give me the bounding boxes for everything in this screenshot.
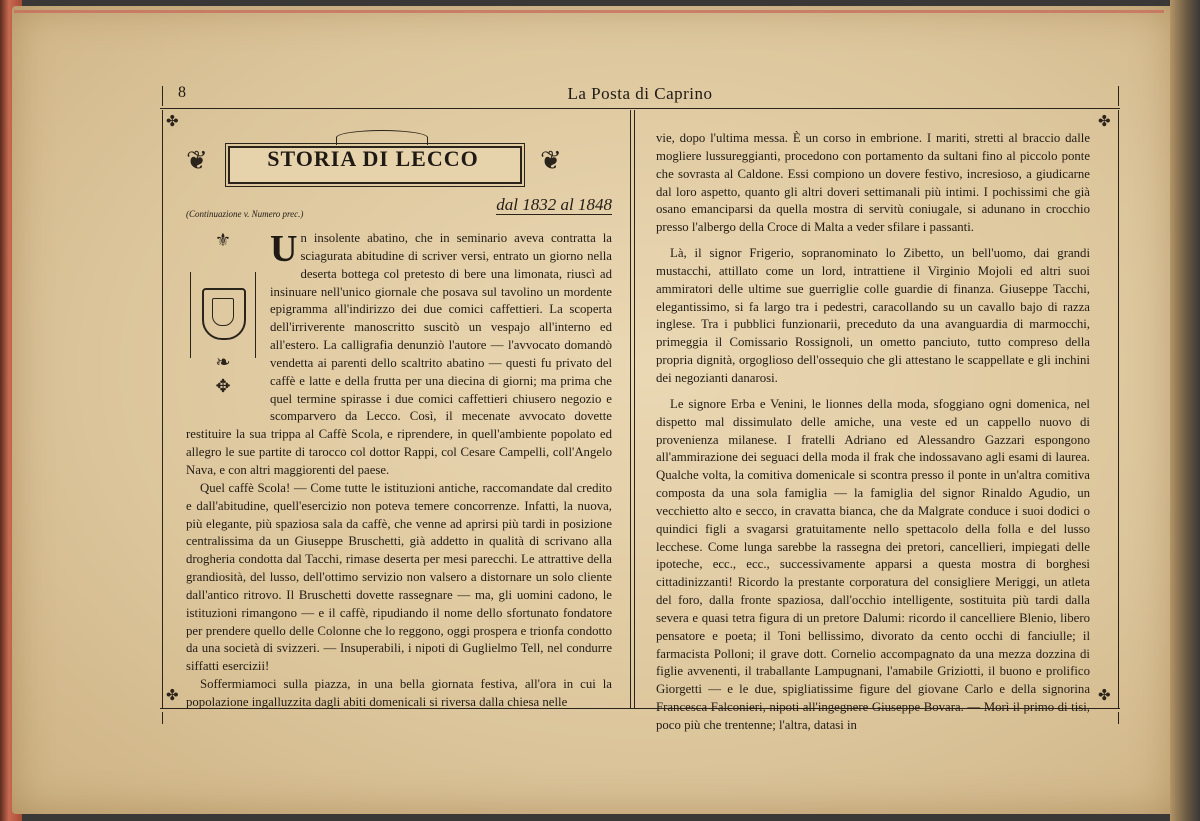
article-banner: [186, 130, 612, 196]
paragraph: Le signore Erba e Venini, le lionnes della moda, sfoggiano ogni domenica, nel dispetto mal dissimulato delle amiche, una veste ed un cappello nuovo di provenienza milanese. I fratelli Adriano ed Alessandro Gazzari espongono all'ammirazione dei seguaci della moda il frak che indossavano agli esami di laurea. Qualche volta, la comitiva domenicale si scontra presso il ponte in un'altra comitiva composta da una sola famiglia — la famiglia del signor Rinaldo Agudio, un vecchietto alto e secco, in cravatta bianca, che da Malgrate conduce i suoi dodici o quindici figli a svagarsi gratuitamente nello spettacolo della folla e del lusso lecchese. Come lunga sarebbe la rassegna dei pretori, cancellieri, impiegati delle ipoteche, ecc., ecc., successivamente apparsi a questa mostra di borghesi cittadinizzanti! Ricordo la prestante corporatura del consigliere Meriggi, un atleta del foro, dalla fronte spaziosa, dall'occhio intelligente, sostituita più tardi dalla severa e quasi tetra figura di un pretore Dalumi: ricordo il cancelliere Blenio, libero pensatore e poeta; il Toni bellissimo, divorato da cento occhi di fanciulle; il farmacista Polloni; il grave dott. Cornelio accompagnato da una mezza dozzina di figlie avvenenti, il traballante Lampugnani, l'amabile Griziotti, il buono e prolifico Giorgetti — e le due, spigliatissime figure del giovane Carlo e della signorina Francesca Falconieri, nipoti all'ingegnere Giuseppe Bovara. — Morì il primo di tisi, poco più che trentenne; l'altra, datasi in: [656, 396, 1090, 732]
paragraph: vie, dopo l'ultima messa. È un corso in embrione. I mariti, stretti al braccio dalle mogliere lussureggianti, procedono con portamento da sultani fino al piccolo ponte che sovrasta al Caldone. Essi compiono un dovere festivo, incresioso, a giudicarne dal loro aspetto, quanto gli altri doveri settimanali più intimi. I pochissimi che già osano emanciparsi da quella mostra di servitù coniugale, si adunano in crocchio presso l'albergo della Croce di Malta a veder sfilare i passanti.: [656, 131, 1090, 235]
page-number: 8: [178, 84, 186, 101]
page-top-edge: [14, 10, 1164, 13]
drop-cap: U: [270, 228, 298, 270]
header-rule-tick: [1118, 86, 1119, 106]
corner-ornament-icon: ✤: [166, 114, 179, 130]
paragraph: Quel caffè Scola! — Come tutte le istituzioni antiche, raccomandate dal credito e dall'abitudine, quell'esercizio non poteva temere concorrenze. Infatti, la nuova, più elegante, più spaziosa sala da caffè, che venne ad aprirsi più tardi in posizione centralissima da un Giuseppe Bruschetti, già addetto in qualità di scrivano alla drogheria condotta dal Tacchi, rimase deserta per mesi parecchi. Le attrattive della grandiosità, del lusso, dell'ottimo servizio non valsero a distornare un solo cliente dall'antico ritrovo. Il Bruschetti dovette rassegnare — ma, gli uomini cadono, le istituzioni rimangono — e il caffè, ripudiando il nome dello sfortunato fondatore per prendere quello delle Colonne che lo reggono, oggi prospera e trionfa condotto da una società di svizzeri. — Insuperabili, i nipoti di Guglielmo Tell, nel condurre siffatti esercizii!: [186, 480, 612, 674]
frame-rule: [162, 110, 163, 708]
publication-title: La Posta di Caprino: [567, 84, 713, 103]
corner-ornament-icon: ✤: [1098, 114, 1111, 130]
right-column: [656, 130, 1090, 735]
article-title: STORIA DI LECCO: [267, 146, 479, 171]
article-subline: [186, 196, 612, 230]
paragraph: n insolente abatino, che in seminario aveva contratta la sciagurata abitudine di scriver versi, entrato un giorno nella deserta bottega col pretesto di bere una limonata, riuscì ad insinuare nell'unico giornale che posava sul tavolino un mordente epigramma all'indirizzo dei due comici caffettieri. La scoperta dell'irriverente manoscritto suscitò un vespajo all'interno ed all'estero. La calligrafia denunziò l'autore — l'avvocato domandò vendetta ai parenti dello scaltrito abatino — questi fu privato del caffè e latte e della frutta per una diecina di giorni; ma prima che quel termine spirasse i due comici caffettieri chiusero negozio e scomparvero da Lecco. Così, il mecenate avvocato dovette restituire la sua trippa al Caffè Scola, e riprendere, in quell'ambiente popolato ed allegro le sue partite di tarocco col dottor Rappi, col Cesare Campelli, coll'Angelo Nava, e con altri maggiorenti del paese.: [186, 231, 612, 477]
shell-ornament-icon: ❦: [540, 146, 562, 175]
left-column: [186, 130, 612, 712]
running-head: [160, 84, 1120, 109]
corner-ornament-icon: ✤: [166, 688, 179, 704]
fleuron-icon: ❧: [215, 352, 231, 372]
shield-icon: [202, 288, 246, 340]
coat-of-arms-ornament: [186, 232, 260, 422]
paragraph: Là, il signor Frigerio, sopranominato lo Zibetto, un bell'uomo, dai grandi mustacchi, attillato come un lord, intrattiene il Virginio Mojoli ed altri suoi ammiratori delle ultime sue guerriglie colle guardie di finanza. Giuseppe Tacchi, elegantissimo, si fa largo tra i pedestri, caracollando su un cavallo bajo di razza inglese. Tra i pubblici funzionarii, preceduto da una avanguardia di marmocchi, primeggia il Comissario Rossignoli, un ometto panciuto, tutto compreso della propria dignità, orgoglioso dell'ossequio che gli attestano le scappellate e gli inchini dei negozianti danarosi.: [656, 246, 1090, 385]
column-rule: [634, 110, 635, 708]
page-gutter: [1170, 0, 1200, 821]
article-dates: dal 1832 al 1848: [496, 195, 612, 214]
frame-rule: [1118, 110, 1119, 708]
ornament-rule: [255, 272, 256, 358]
banner-ornament: [336, 130, 428, 145]
shell-ornament-icon: ❦: [186, 146, 208, 175]
corner-ornament-icon: ✤: [1098, 688, 1111, 704]
fleuron-icon: ✥: [215, 376, 231, 396]
paragraph: Soffermiamoci sulla piazza, in una bella giornata festiva, all'ora in cui la popolazione ingalluzzita dagli abiti domenicali si riversa dalla chiesa nelle: [186, 677, 612, 709]
ornament-rule: [190, 272, 191, 358]
continuation-note: (Continuazione v. Numero prec.): [186, 209, 304, 219]
fleuron-icon: ⚜: [214, 230, 232, 250]
footer-rule-tick: [162, 712, 163, 724]
column-rule: [630, 110, 631, 708]
footer-rule-tick: [1118, 712, 1119, 724]
